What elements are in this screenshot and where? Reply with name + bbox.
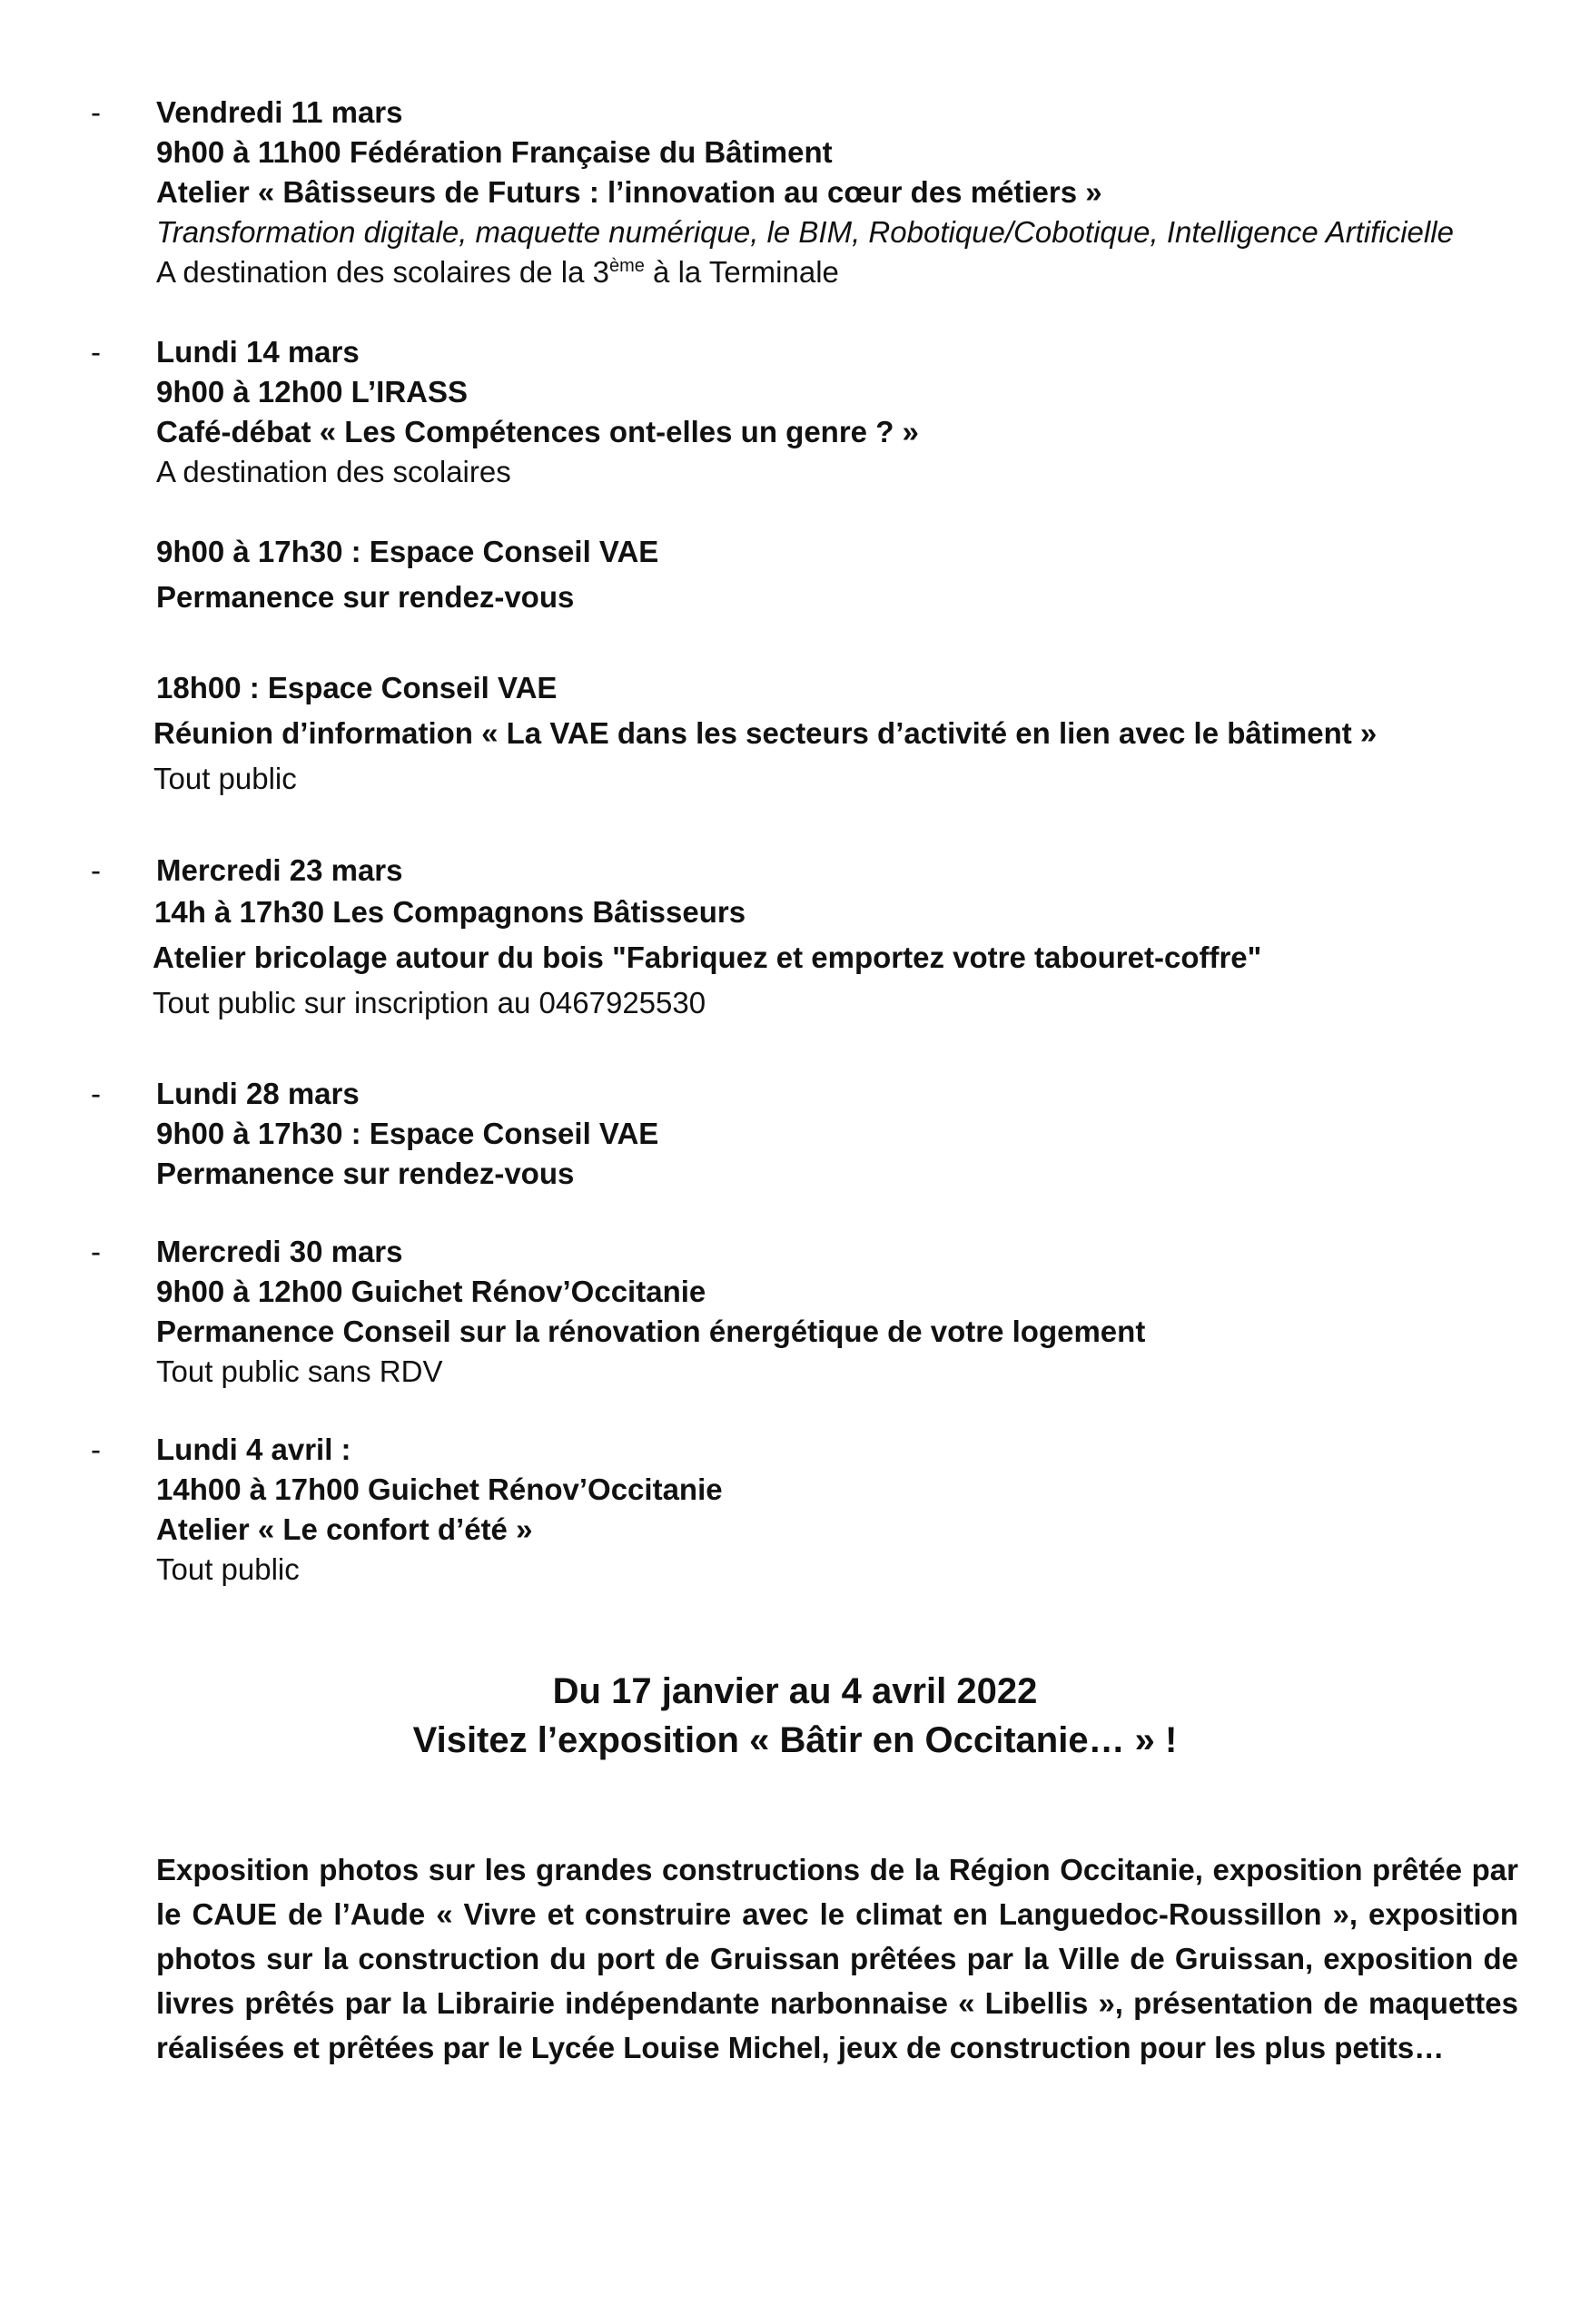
event-audience: Tout public sur inscription au 0467925530 xyxy=(153,986,706,1019)
event-time: 9h00 à 12h00 L’IRASS xyxy=(156,375,469,409)
sub-event-time: 9h00 à 17h30 : Espace Conseil VAE xyxy=(156,535,659,568)
event-detail: Transformation digitale, maquette numérique, le BIM, Robotique/Cobotique, Intelligence Artificielle xyxy=(156,215,1454,249)
event-title: Atelier « Bâtisseurs de Futurs : l’innovation au cœur des métiers » xyxy=(156,175,1102,209)
event-day: Vendredi 11 mars xyxy=(156,95,403,129)
exhibition-description: Exposition photos sur les grandes constructions de la Région Occitanie, exposition prêtée par le CAUE de l’Aude « Vivre et construire avec le climat en Languedoc-Roussillon », exposition photos sur la construction du port de Gruissan prêtées par la Ville de Gruissan, exposition de livres prêtés par la Librairie indépendante narbonnaise « Libellis », présentation de maquettes réalisées et prêtées par le Lycée Louise Michel, jeux de construction pour les plus petits… xyxy=(156,1853,1518,2064)
event-time: 9h00 à 11h00 Fédération Française du Bâtiment xyxy=(156,135,833,169)
event-title: Atelier bricolage autour du bois "Fabriquez et emportez votre tabouret-coffre" xyxy=(153,940,1262,974)
list-dash: - xyxy=(91,1433,101,1466)
event-title: Permanence Conseil sur la rénovation énergétique de votre logement xyxy=(156,1315,1146,1348)
list-dash: - xyxy=(91,95,101,129)
list-dash: - xyxy=(91,853,101,887)
event-audience: Tout public sans RDV xyxy=(156,1354,443,1388)
event-title: Permanence sur rendez-vous xyxy=(156,1157,575,1190)
exhibition-heading: Visitez l’exposition « Bâtir en Occitanie… » ! xyxy=(412,1720,1178,1760)
event-time: 14h à 17h30 Les Compagnons Bâtisseurs xyxy=(154,895,746,929)
event-audience: Tout public xyxy=(156,1552,300,1586)
audience-text-end: à la Terminale xyxy=(644,255,839,289)
list-dash: - xyxy=(91,335,101,369)
list-dash: - xyxy=(91,1235,101,1268)
event-audience xyxy=(156,252,839,292)
event-day: Lundi 28 mars xyxy=(156,1077,360,1110)
event-time: 9h00 à 17h30 : Espace Conseil VAE xyxy=(156,1117,659,1150)
event-day: Lundi 14 mars xyxy=(156,335,360,369)
list-dash: - xyxy=(91,1077,101,1110)
event-title: Café-débat « Les Compétences ont-elles un genre ? » xyxy=(156,415,919,448)
event-time: 14h00 à 17h00 Guichet Rénov’Occitanie xyxy=(156,1472,723,1506)
sub-event-title: Réunion d’information « La VAE dans les secteurs d’activité en lien avec le bâtiment » xyxy=(153,716,1378,750)
sub-event-audience: Tout public xyxy=(153,762,297,795)
event-title: Atelier « Le confort d’été » xyxy=(156,1512,533,1546)
event-audience: A destination des scolaires xyxy=(156,455,511,488)
event-time: 9h00 à 12h00 Guichet Rénov’Occitanie xyxy=(156,1275,706,1308)
superscript: ème xyxy=(608,256,645,276)
exhibition-dates: Du 17 janvier au 4 avril 2022 xyxy=(552,1671,1038,1711)
audience-text: A destination des scolaires de la 3 xyxy=(156,255,609,289)
event-day: Mercredi 23 mars xyxy=(156,853,403,887)
sub-event-title: Permanence sur rendez-vous xyxy=(156,580,575,614)
event-day: Mercredi 30 mars xyxy=(156,1235,403,1268)
sub-event-time: 18h00 : Espace Conseil VAE xyxy=(156,671,558,704)
event-day: Lundi 4 avril : xyxy=(156,1433,351,1466)
